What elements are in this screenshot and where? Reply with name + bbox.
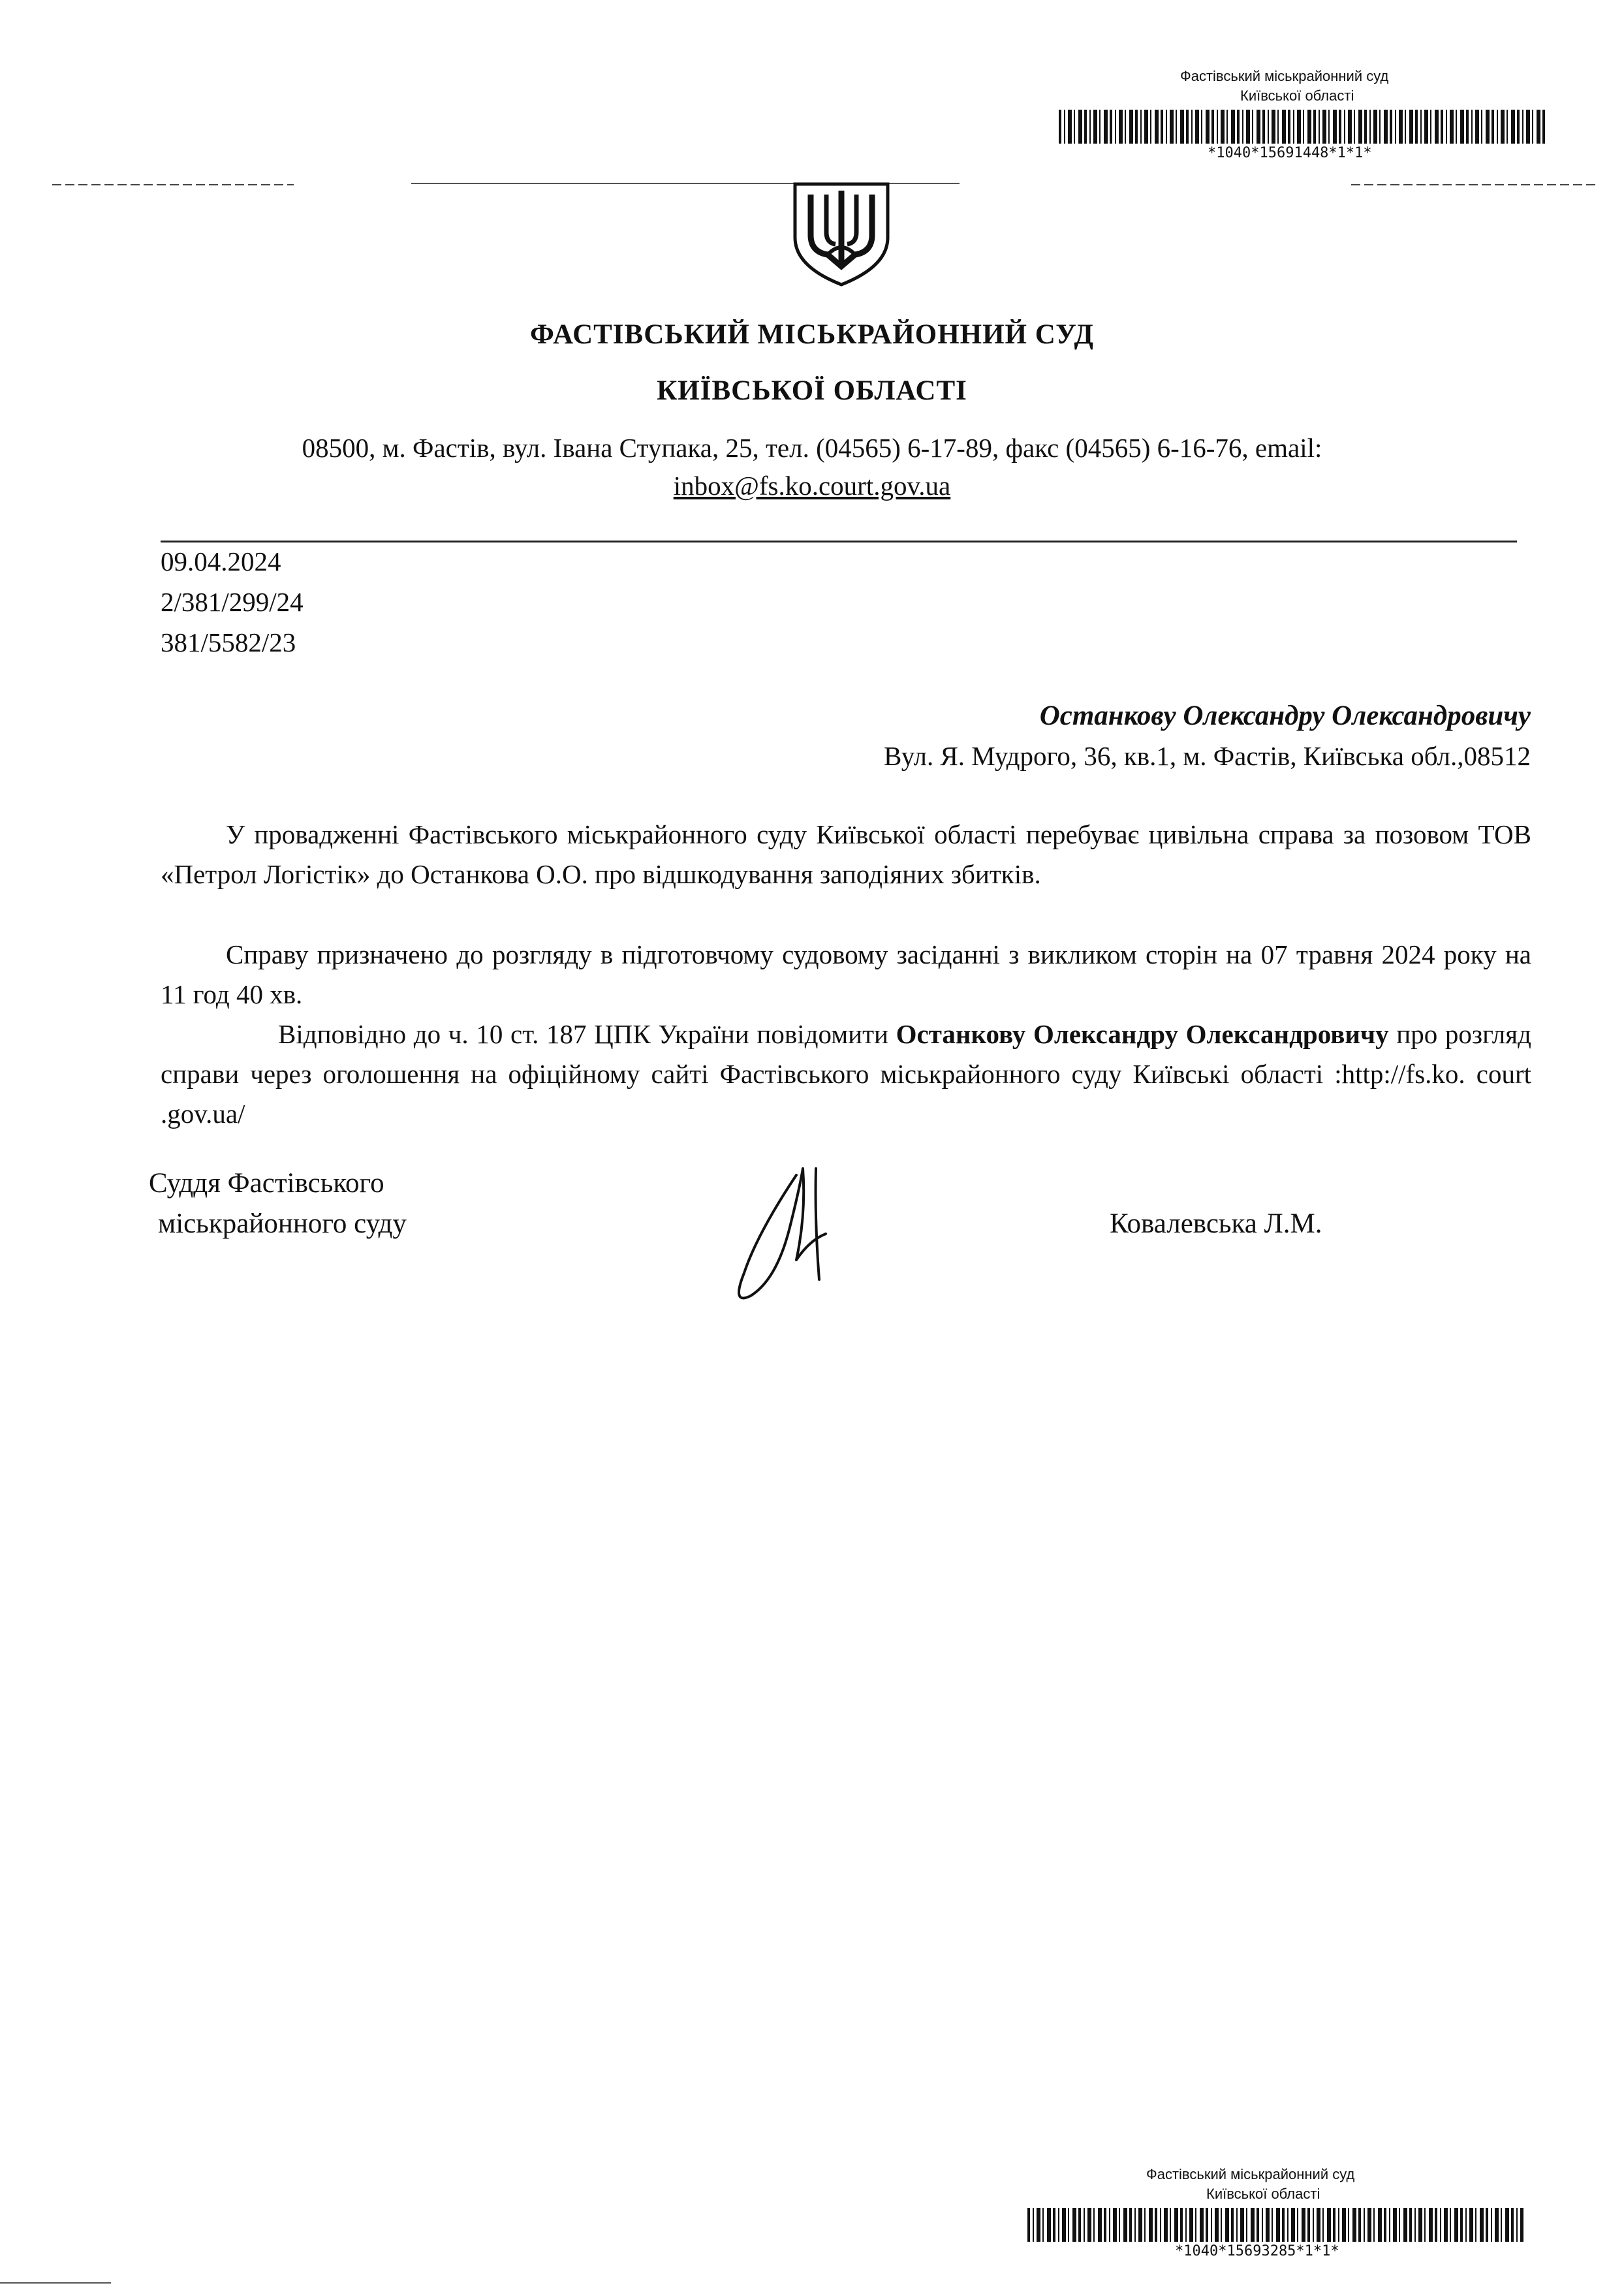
court-email-link[interactable]: inbox@fs.ko.court.gov.ua	[673, 471, 951, 501]
notice-text-post: про розгляд справи через оголошення на офіційному сайті Фастівського міськрайонного суду Київські області :http://fs.ko. court .gov.ua/	[161, 1019, 1531, 1129]
paragraph-proceedings: У провадженні Фастівського міськрайонного суду Київської області перебуває цивільна справа за позовом ТОВ «Петрол Логістік» до Останкова О.О. про відшкодування заподіяних збитків.	[161, 819, 1531, 889]
signature-title-line2: міськрайонного суду	[158, 1208, 407, 1239]
header-divider	[161, 541, 1517, 542]
notice-recipient-bold: Останкову Олександру Олександровичу	[896, 1019, 1389, 1049]
scan-edge-line-right	[1351, 184, 1599, 185]
notice-text-pre: Відповідно до ч. 10 ст. 187 ЦПК України повідомити	[278, 1019, 896, 1049]
signature-title-line1: Суддя Фастівського	[149, 1168, 384, 1199]
court-email-row	[0, 470, 1624, 501]
stamp-top-court: Фастівський міськрайонний суд	[1180, 68, 1389, 84]
stamp-top-barcode	[1059, 110, 1547, 144]
scan-edge-line-left	[52, 184, 294, 185]
stamp-bottom-code: *1040*15693285*1*1*	[1175, 2243, 1339, 2259]
handwritten-signature	[718, 1155, 849, 1306]
paragraph-hearing: Справу призначено до розгляду в підготовчому судовому засіданні з викликом сторін на 07 травня 2024 року на 11 год 40 хв.	[161, 939, 1531, 1009]
case-number: 381/5582/23	[161, 627, 296, 657]
stamp-top-region: Київської області	[1240, 87, 1354, 104]
recipient-name: Останкову Олександру Олександровичу	[1039, 700, 1531, 731]
judge-name: Ковалевська Л.М.	[1110, 1208, 1322, 1239]
stamp-top-code: *1040*15691448*1*1*	[1208, 145, 1372, 161]
court-name: ФАСТІВСЬКИЙ МІСЬКРАЙОННИЙ СУД	[529, 319, 1095, 350]
stamp-bottom-barcode	[1027, 2208, 1523, 2242]
court-address: 08500, м. Фастів, вул. Івана Ступака, 25, тел. (04565) 6-17-89, факс (04565) 6-16-76, email:	[302, 433, 1322, 463]
scan-edge-line-bottom	[0, 2282, 111, 2284]
letter-date: 09.04.2024	[161, 546, 281, 576]
stamp-bottom-court: Фастівський міськрайонний суд	[1146, 2166, 1355, 2182]
paragraph-notice	[161, 1014, 1531, 1134]
court-region: КИЇВСЬКОЇ ОБЛАСТІ	[657, 375, 967, 406]
recipient-address: Вул. Я. Мудрого, 36, кв.1, м. Фастів, Київська обл.,08512	[884, 741, 1531, 771]
stamp-bottom-region: Київської області	[1206, 2186, 1320, 2202]
ukraine-trident-icon	[787, 175, 896, 287]
outgoing-number: 2/381/299/24	[161, 587, 304, 617]
